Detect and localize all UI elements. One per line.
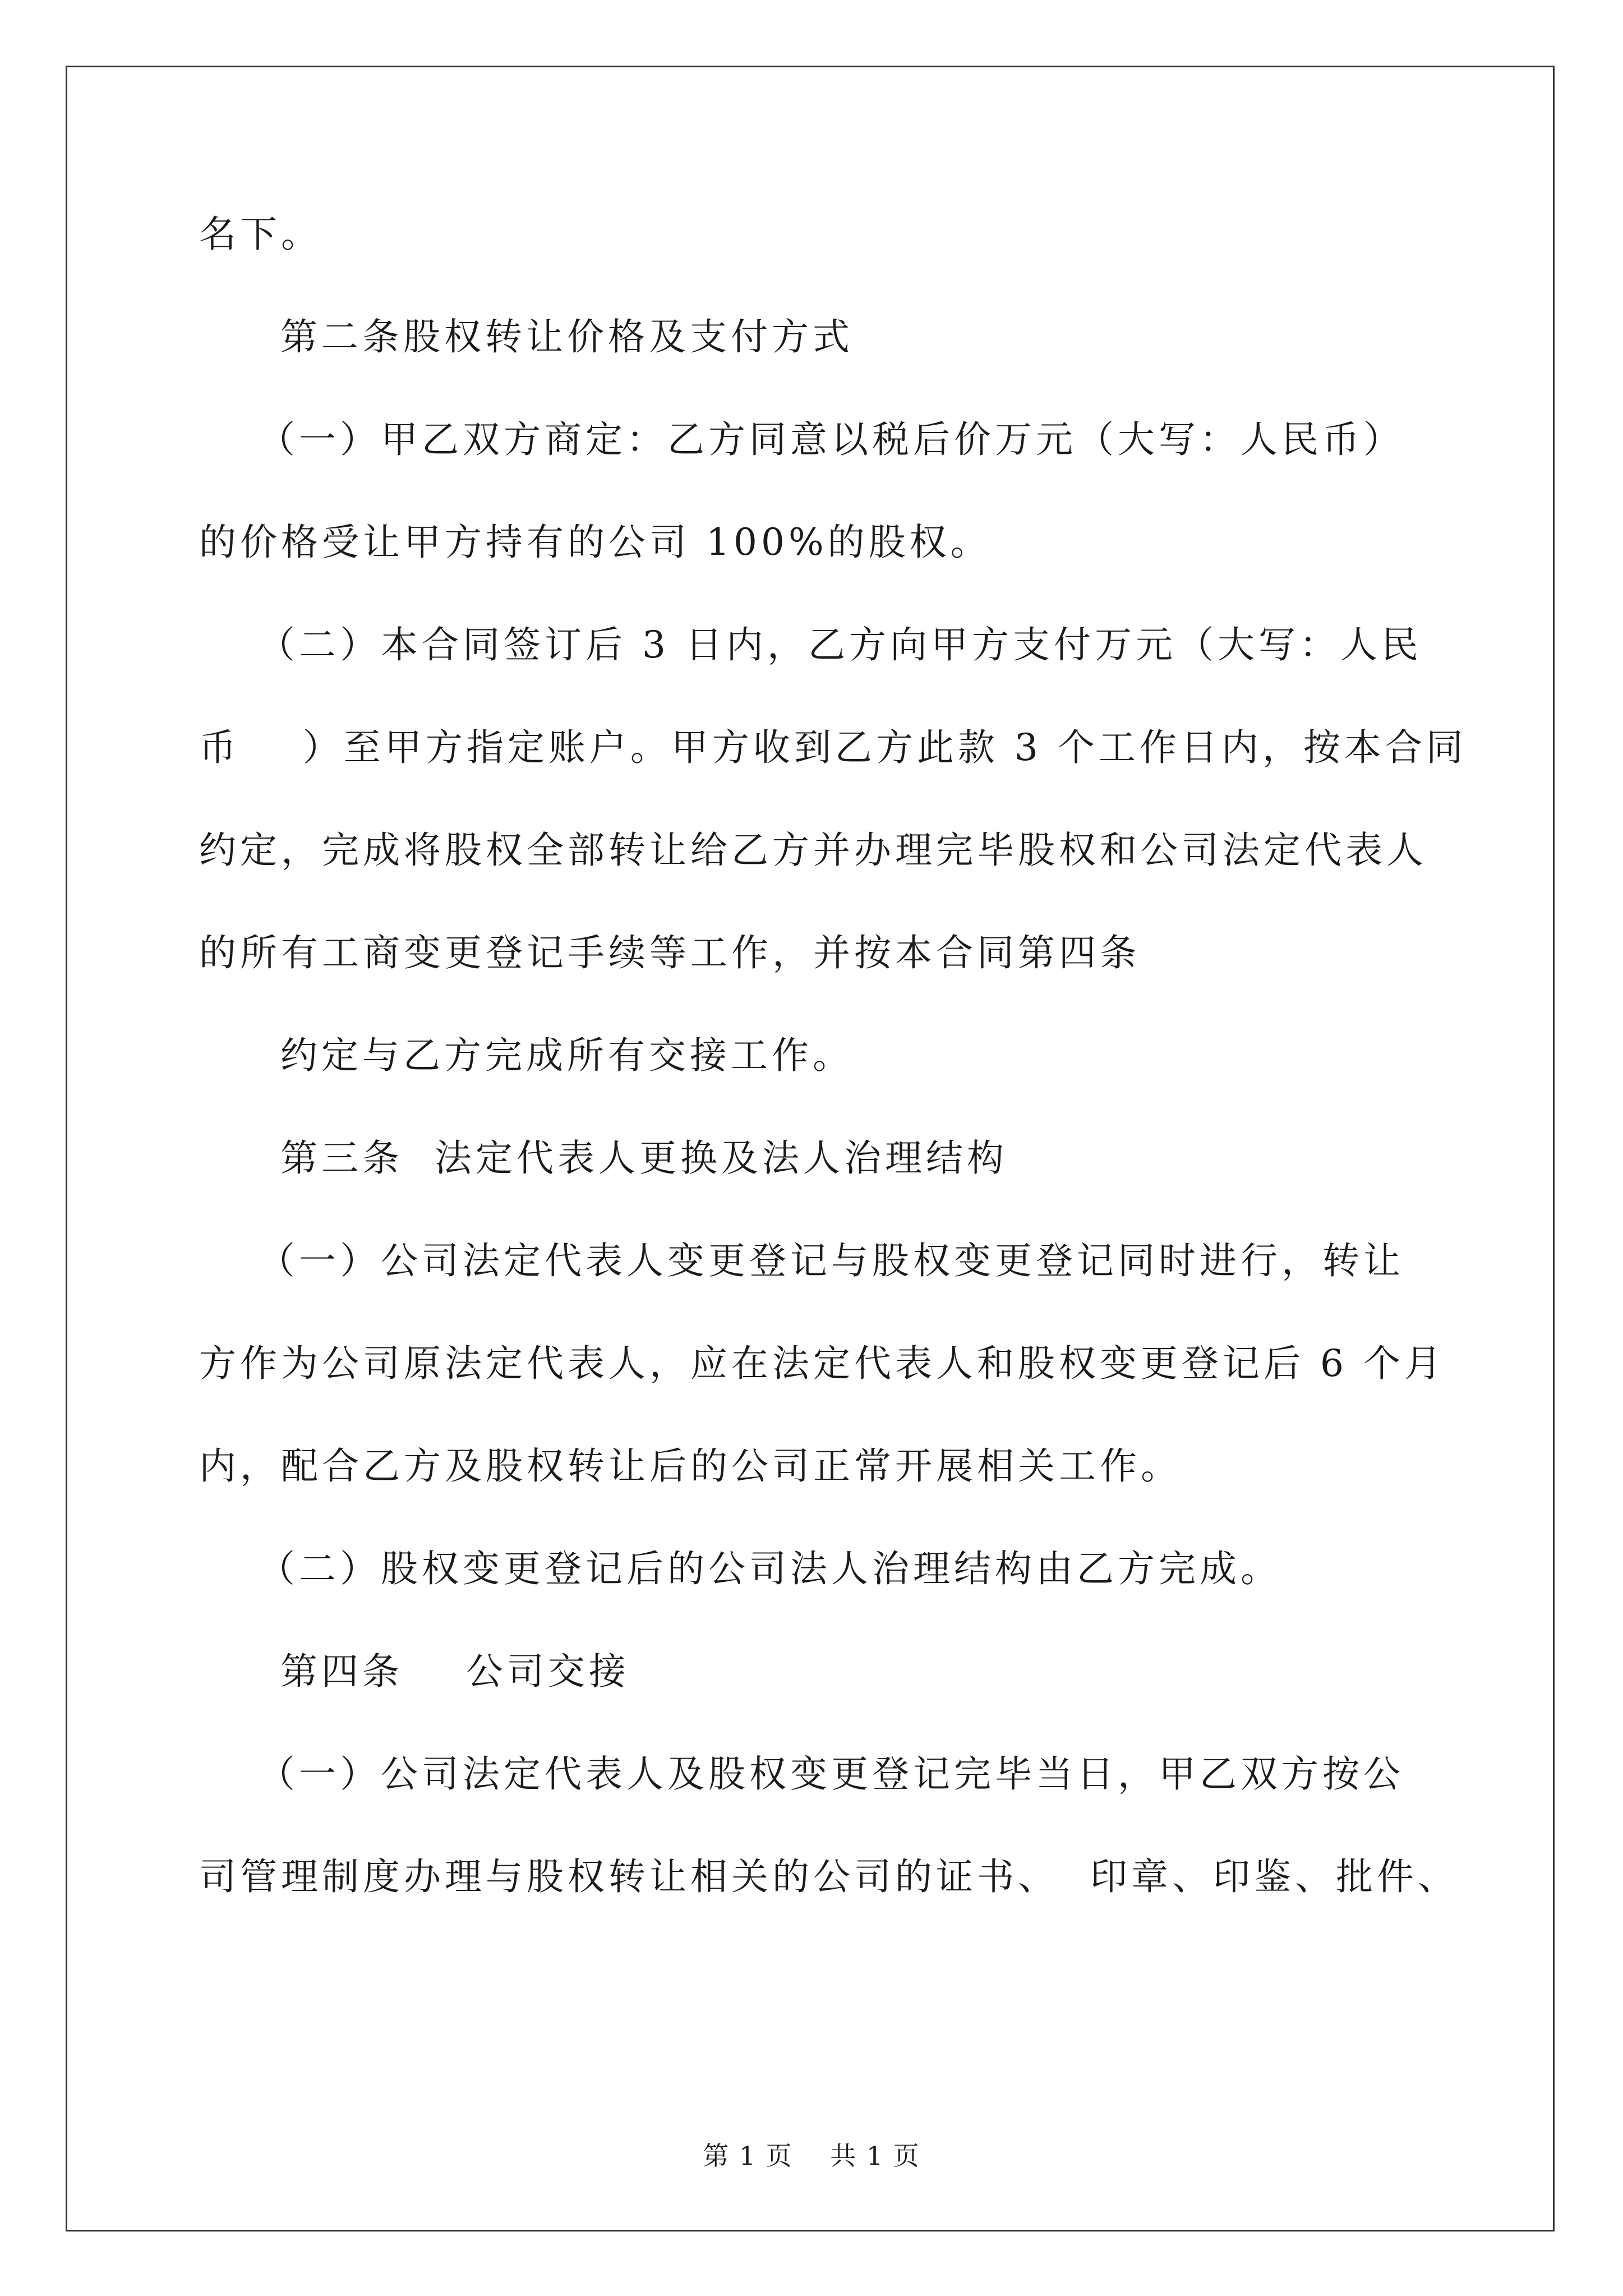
body-line: 的所有工商变更登记手续等工作，并按本合同第四条 <box>199 931 1141 974</box>
article-heading: 第二条股权转让价格及支付方式 <box>280 315 854 358</box>
body-line: （一）公司法定代表人及股权变更登记完毕当日，甲乙双方按公 <box>258 1752 1404 1796</box>
body-line: 约定，完成将股权全部转让给乙方并办理完毕股权和公司法定代表人 <box>199 829 1427 872</box>
body-line: （一）公司法定代表人变更登记与股权变更登记同时进行，转让 <box>258 1239 1404 1282</box>
page-footer: 第 1 页 共 1 页 <box>703 2141 920 2171</box>
body-line: 内，配合乙方及股权转让后的公司正常开展相关工作。 <box>199 1444 1182 1488</box>
body-line: 司管理制度办理与股权转让相关的公司的证书、 印章、印鉴、批件、 <box>199 1855 1459 1898</box>
body-line: 币 ）至甲方指定账户。甲方收到乙方此款 3 个工作日内，按本合同 <box>199 726 1467 769</box>
body-line: （二）本合同签订后 3 日内，乙方向甲方支付万元（大写：人民 <box>258 623 1422 666</box>
body-line: （一）甲乙双方商定：乙方同意以税后价万元（大写：人民币） <box>258 418 1404 461</box>
article-heading: 第四条 公司交接 <box>280 1650 630 1693</box>
body-line: 名下。 <box>199 213 322 256</box>
body-line: 方作为公司原法定代表人，应在法定代表人和股权变更登记后 6 个月 <box>199 1342 1445 1385</box>
body-line: （二）股权变更登记后的公司法人治理结构由乙方完成。 <box>258 1547 1281 1590</box>
body-line: 约定与乙方完成所有交接工作。 <box>280 1034 854 1077</box>
article-heading: 第三条 法定代表人更换及法人治理结构 <box>280 1137 1008 1180</box>
body-line: 的价格受让甲方持有的公司 100%的股权。 <box>199 521 992 564</box>
